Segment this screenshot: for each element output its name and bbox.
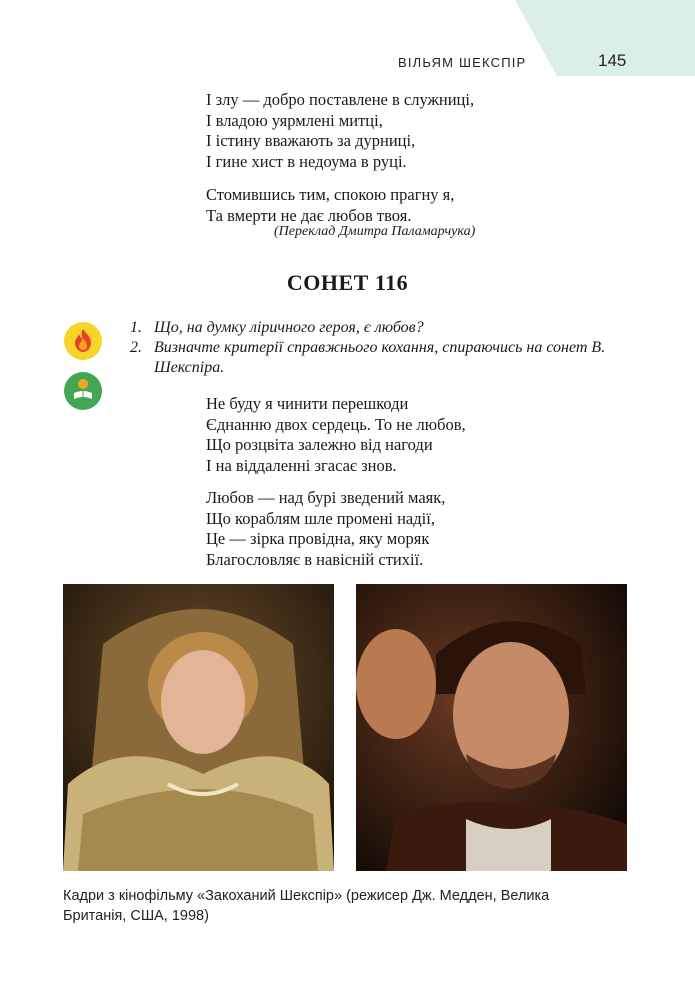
poem-line: Благословляє в навісній стихії. <box>206 549 424 569</box>
poem-line: Любов — над бурі зведений маяк, <box>206 488 446 507</box>
sonnet-title: СОНЕТ 116 <box>286 270 409 295</box>
sonnet-116-stanza-2 <box>206 488 445 570</box>
poem-line: І гине хист в недоума в руці. <box>206 151 407 171</box>
question-text: Визначте критерії справжнього кохання, спираючись на сонет В. Шекспіра. <box>154 339 606 376</box>
poem-line: Не буду я чинити перешкоди <box>206 394 409 413</box>
poem-line: І владою уярмлені митці, <box>206 110 383 130</box>
poem-line: Що розцвіта залежно від нагоди <box>206 435 433 454</box>
sonnet-116-stanza-1 <box>206 394 466 476</box>
poem-line: І на віддаленні згасає знов. <box>206 455 397 475</box>
figure-caption: Кадри з кінофільму «Закоханий Шекспір» (режисер Дж. Медден, Велика Британія, США, 1998) <box>63 888 550 924</box>
question-number: 2. <box>130 339 142 356</box>
running-header-title: ВІЛЬЯМ ШЕКСПІР <box>398 55 527 70</box>
question-item <box>130 338 640 378</box>
question-item <box>130 318 640 338</box>
question-list <box>130 318 640 378</box>
poem-line: І злу — добро поставлене в служниці, <box>206 90 475 109</box>
page-number: 145 <box>598 51 627 70</box>
film-still-woman <box>63 584 334 871</box>
question-text: Що, на думку ліричного героя, є любов? <box>154 319 424 336</box>
prev-sonnet-stanza-1 <box>206 90 474 172</box>
poem-line: Що кораблям шле промені надії, <box>206 508 435 528</box>
poem-line: Стомившись тим, спокою прагну я, <box>206 185 455 204</box>
film-still-man <box>356 584 627 871</box>
poem-line: Та вмерти не дає любов твоя. <box>206 205 412 225</box>
poem-line: Єднанню двох сердець. То не любов, <box>206 414 466 434</box>
fire-icon <box>64 322 102 360</box>
prev-sonnet-stanza-2 <box>206 185 454 226</box>
poem-line: Це — зірка провідна, яку моряк <box>206 529 430 548</box>
translation-note: (Переклад Дмитра Паламарчука) <box>274 224 476 239</box>
reader-icon <box>64 372 102 410</box>
question-number: 1. <box>130 319 142 336</box>
poem-line: І істину вважають за дурниці, <box>206 131 416 150</box>
